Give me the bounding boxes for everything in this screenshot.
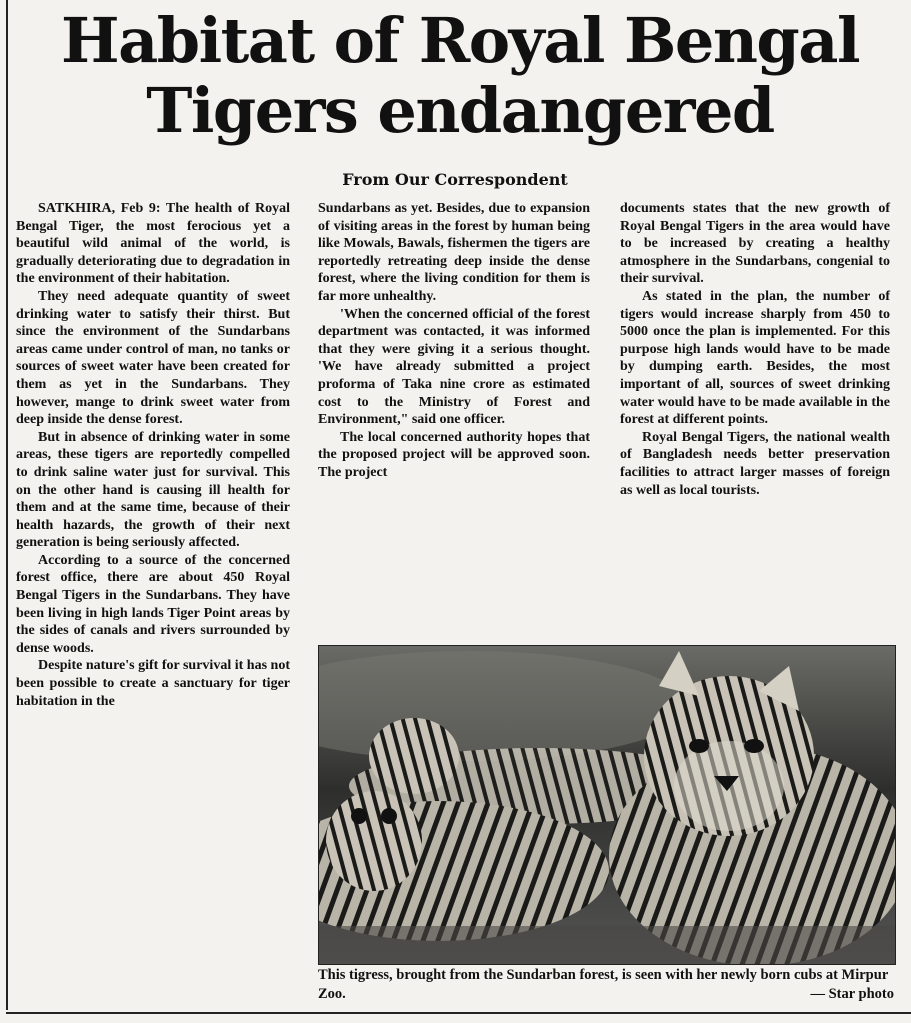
paragraph: Despite nature's gift for survival it has not been possible to create a sanctuary for tiger habitation in the bbox=[16, 658, 290, 709]
photo-caption bbox=[318, 966, 894, 1004]
paragraph: 'When the concerned official of the forest department was contacted, it was informed that they were giving it a serious thought. 'We have already submitted a project proforma of Taka nine crore as estimated cost to the Ministry of Forest and Environment," said one officer. bbox=[318, 306, 590, 428]
caption-text: This tigress, brought from the Sundarban forest, is seen with her newly born cubs at Mirpur Zoo. bbox=[318, 967, 888, 1002]
paragraph: They need adequate quantity of sweet drinking water to satisfy their thirst. But since the environment of the Sundarbans areas came under control of man, no tanks or sources of sweet water have been created for them as yet in the Sundarbans. They however, mange to drink sweet water from deep inside the dense forest. bbox=[16, 288, 290, 428]
left-column-rule bbox=[6, 0, 8, 1010]
article-column-3 bbox=[620, 200, 890, 499]
paragraph: The local concerned authority hopes that the proposed project will be approved soon. The project bbox=[318, 429, 590, 480]
photo-credit: — Star photo bbox=[810, 986, 894, 1002]
tiger-photo bbox=[318, 645, 896, 965]
tiger-photo-icon bbox=[319, 646, 895, 964]
paragraph: But in absence of drinking water in some areas, these tigers are reportedly compelled to drink saline water just for survival. This on the other hand is causing ill health for them and at the same time, because of their health hazards, the growth of their next generation is being seriously affected. bbox=[16, 429, 290, 551]
paragraph: As stated in the plan, the number of tigers would increase sharply from 450 to 5000 once the plan is implemented. For this purpose high lands would have to be made by dumping earth. Besides, the most important of all, sources of sweet drinking water would have to be made available in the forest at different points. bbox=[620, 288, 890, 428]
paragraph: SATKHIRA, Feb 9: The health of Royal Bengal Tiger, the most ferocious yet a beautiful wild animal of the world, is gradually deteriorating due to degradation in the environment of their habitation. bbox=[16, 201, 290, 287]
paragraph: documents states that the new growth of Royal Bengal Tigers in the area would have to be increased by creating a healthy atmosphere in the Sundarbans, congenial to their survival. bbox=[620, 201, 890, 287]
article-column-2 bbox=[318, 200, 590, 482]
bottom-rule bbox=[6, 1012, 911, 1014]
paragraph: Sundarbans as yet. Besides, due to expansion of visiting areas in the forest by human being like Mowals, Bawals, fishermen the tigers are reportedly retreating deep inside the dense forest, where the living condition for them is far more unhealthy. bbox=[318, 201, 590, 304]
headline: Habitat of Royal Bengal Tigers endangered bbox=[60, 4, 860, 147]
paragraph: According to a source of the concerned forest office, there are about 450 Royal Bengal Tigers in the Sundarbans. They have been living in high lands Tiger Point areas by the sides of canals and rivers surrounded by dense woods. bbox=[16, 552, 290, 656]
article-column-1 bbox=[16, 200, 290, 710]
byline: From Our Correspondent bbox=[342, 170, 568, 189]
paragraph: Royal Bengal Tigers, the national wealth of Bangladesh needs better preservation facilities to attract larger masses of foreign as well as local tourists. bbox=[620, 429, 890, 498]
